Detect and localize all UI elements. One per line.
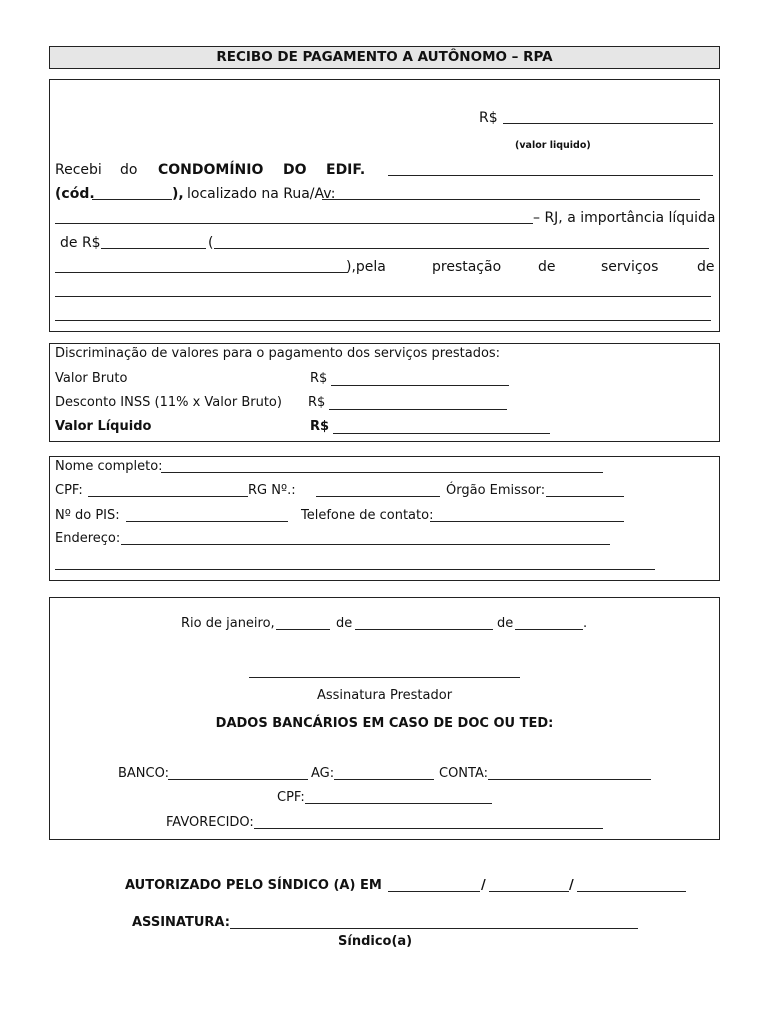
valor-liquido-note: (valor liquido) [515,140,591,151]
dados-bancarios-heading: DADOS BANCÁRIOS EM CASO DE DOC OU TED: [215,716,554,731]
valor-numerico-line[interactable] [101,248,206,249]
de-label: de [538,259,556,275]
nome-line[interactable] [161,472,603,473]
valor-liquido-label: Valor Líquido [55,419,152,434]
dia-line[interactable] [276,629,330,630]
desconto-inss-line[interactable] [329,409,507,410]
autorizado-slash-2: / [569,878,574,893]
autorizado-dia-line[interactable] [388,891,480,892]
mes-line[interactable] [355,629,493,630]
cpf-bank-line[interactable] [305,803,492,804]
do2-label: DO [283,162,307,178]
edif-label: EDIF. [326,162,366,178]
desconto-inss-label: Desconto INSS (11% x Valor Bruto) [55,395,282,410]
pela-label: ),pela [346,259,386,275]
assinatura-prestador-line[interactable] [249,677,520,678]
servicos-line-1[interactable] [55,296,711,297]
ag-label: AG: [311,766,335,781]
date-dot: . [583,616,588,631]
endereco-rua-line[interactable] [322,199,700,200]
valor-liquido-currency: R$ [310,419,330,434]
favorecido-label: FAVORECIDO: [166,815,254,830]
do-label: do [120,162,138,178]
autorizado-slash-1: / [481,878,486,893]
conta-line[interactable] [488,779,651,780]
rio-label: Rio de janeiro, [181,616,275,631]
cpf-label: CPF: [55,483,83,498]
paren-open: ( [208,235,214,251]
favorecido-line[interactable] [254,828,603,829]
cpf-bank-label: CPF: [277,790,305,805]
prestacao-label: prestação [432,259,502,275]
endereco-line[interactable] [121,544,610,545]
recebi-label: Recebi [55,162,102,178]
autorizado-label: AUTORIZADO PELO SÍNDICO (A) EM [125,878,382,893]
rj-label: – RJ, a importância líquida [533,210,716,226]
valor-bruto-line[interactable] [331,385,509,386]
pis-label: Nº do PIS: [55,508,120,523]
localizado-label: localizado na Rua/Av: [187,186,336,202]
banco-line[interactable] [168,779,308,780]
cod-line[interactable] [92,199,172,200]
servicos-label: serviços [601,259,659,275]
valor-extenso-line[interactable] [214,248,709,249]
conta-label: CONTA: [439,766,489,781]
nome-label: Nome completo: [55,459,163,474]
receipt-box [49,79,720,332]
valor-liquido-field-line[interactable] [333,433,550,434]
endereco-label: Endereço: [55,531,121,546]
assinatura-prestador-label: Assinatura Prestador [316,688,453,703]
rg-label: RG Nº.: [248,483,296,498]
endereco-rua-line-2[interactable] [55,223,533,224]
banco-label: BANCO: [118,766,169,781]
cod-label: (cód. [55,186,95,202]
orgao-label: Órgão Emissor: [446,483,546,498]
valor-extenso-line-2[interactable] [55,272,348,273]
assinatura-sindico-label: ASSINATURA: [132,915,230,930]
orgao-line[interactable] [546,496,624,497]
rg-line[interactable] [316,496,440,497]
servicos-line-2[interactable] [55,320,711,321]
assinatura-sindico-line[interactable] [230,928,638,929]
valor-bruto-currency: R$ [310,371,328,386]
sindico-label: Síndico(a) [338,934,413,949]
valor-currency: R$ [479,110,498,126]
de2-label: de [697,259,715,275]
desconto-inss-currency: R$ [308,395,326,410]
condominio-label: CONDOMÍNIO [158,162,264,178]
valor-liquido-line[interactable] [503,123,713,124]
autorizado-ano-line[interactable] [577,891,686,892]
ano-line[interactable] [515,629,583,630]
ag-line[interactable] [334,779,434,780]
edif-name-line[interactable] [388,175,713,176]
endereco-line-2[interactable] [55,569,655,570]
cpf-line[interactable] [88,496,248,497]
de2-label: de [497,616,514,631]
de-rs-label: de R$ [60,235,101,251]
document-title: RECIBO DE PAGAMENTO A AUTÔNOMO – RPA [216,49,553,65]
pis-line[interactable] [126,521,288,522]
valor-bruto-label: Valor Bruto [55,371,128,386]
discriminacao-heading: Discriminação de valores para o pagamento dos serviços prestados: [55,346,501,361]
autorizado-mes-line[interactable] [489,891,569,892]
de1-label: de [336,616,353,631]
telefone-label: Telefone de contato: [301,508,434,523]
cod-close: ), [172,186,184,202]
telefone-line[interactable] [430,521,624,522]
